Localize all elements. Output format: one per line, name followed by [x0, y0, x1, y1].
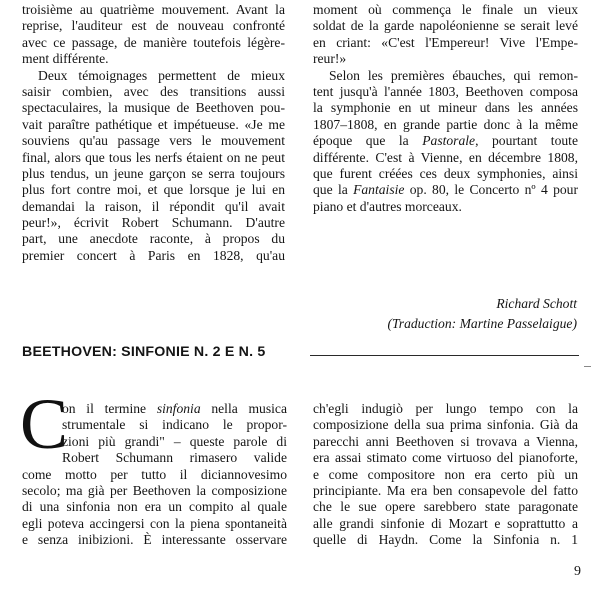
text-line: la symphonie en ut mineur dans les années	[313, 100, 578, 116]
text-line: egli poteva accingersi con la piena spontaneità	[22, 515, 287, 531]
text-line: demandai la raison, il répondit qu'il avait	[22, 198, 285, 214]
text-line: strumentale si indicano le propor-	[62, 417, 287, 433]
text-line: premier concert à Paris en 1828, qu'au	[22, 247, 285, 263]
italian-text-left-column	[22, 401, 287, 549]
italian-text-right-column	[313, 401, 578, 549]
text-line: e come compositore non era certo più un	[313, 466, 578, 482]
text-line: ment différente.	[22, 51, 109, 67]
text-line: e senza inibizioni. È interessante osservare	[22, 532, 287, 548]
text-line: quelle di Haydn. Come la Sinfonia n. 1	[313, 532, 578, 548]
text-line	[313, 133, 578, 149]
text-line: que furent créées ces deux symphonies, ainsi	[313, 165, 578, 181]
signature-author: Richard Schott	[496, 296, 577, 311]
french-text-left-column	[22, 2, 285, 264]
text-line: plus tendus, un jeune garçon se serra toujours	[22, 165, 285, 181]
text-line: part, une anecdote raconte, à propos du	[22, 231, 285, 247]
text-run: époque que la	[313, 133, 423, 149]
text-run: on il termine	[62, 401, 157, 416]
drop-cap: C	[20, 384, 69, 464]
text-run: que la	[313, 182, 354, 198]
text-line: ch'egli indugiò per lungo tempo con la	[313, 401, 578, 416]
section-title: BEETHOVEN: SINFONIE N. 2 E N. 5	[22, 344, 266, 360]
margin-mark	[584, 366, 591, 367]
text-run: , pourtant toute	[475, 133, 578, 149]
text-line: che le sue opere sarebbero state paragonate	[313, 499, 578, 515]
text-line: souviens qu'au passage vers le mouvement	[22, 133, 285, 149]
text-line: différente. C'est à Vienne, en décembre 1808,	[313, 149, 578, 165]
french-text-right-column	[313, 2, 578, 215]
text-line: principiante. Ma era ben consapevole del fatto	[313, 482, 578, 498]
text-line: saisir combien, avec des transitions aussi	[22, 83, 285, 99]
italic-title: Pastorale	[422, 133, 476, 149]
text-line: soldat de la garde napoléonienne se serait levé	[313, 18, 578, 34]
text-run: op. 80, le Concerto nº 4 pour	[404, 182, 578, 198]
text-line: zioni più grandi" – queste parole di	[62, 433, 287, 449]
text-line: vait paraître pathétique et impétueuse. «Je me	[22, 116, 285, 132]
text-line: reur!»	[313, 51, 347, 67]
text-line: secolo; ma già per Beethoven la composizione	[22, 482, 287, 498]
text-line: di una sinfonia non era un compito al quale	[22, 499, 287, 515]
text-run: nella musica	[200, 401, 287, 416]
text-line: piano et d'autres morceaux.	[313, 198, 462, 214]
page-number: 9	[574, 564, 581, 579]
text-line: 1807–1808, en grande partie donc à la même	[313, 116, 578, 132]
text-line: composizione della sua prima sinfonia. Già da	[313, 417, 578, 433]
text-line: Selon les premières ébauches, qui remon-	[329, 67, 578, 83]
signature-translation: (Traduction: Martine Passelaigue)	[387, 316, 577, 331]
text-line: en criant: «C'est l'Empereur! Vive l'Empe-	[313, 34, 578, 50]
text-line	[22, 401, 287, 417]
text-line: final, alors que tous les nerfs étaient on ne peut	[22, 149, 285, 165]
text-line: peur!», écrivit Robert Schumann. D'autre	[22, 215, 285, 231]
italic-title: Fantaisie	[353, 182, 405, 198]
text-line: come motto per tutto il diciannovesimo	[22, 466, 287, 482]
text-line: moment où commença le finale un vieux	[313, 2, 578, 17]
text-line: reprise, l'auditeur est de nouveau confronté	[22, 18, 285, 34]
text-line: parecchi anni Beethoven si trovava a Vienna,	[313, 433, 578, 449]
text-line	[313, 182, 578, 198]
text-line: Robert Schumann rimasero valide	[62, 450, 287, 466]
text-line: plus fort contre moi, et que lorsque je lui en	[22, 182, 285, 198]
text-line: avec ce passage, de manière toutefois légère-	[22, 34, 285, 50]
text-line: Deux témoignages permettent de mieux	[38, 67, 285, 83]
text-line: spectaculaires, la musique de Beethoven pou-	[22, 100, 285, 116]
text-line: alle grandi sinfonie di Mozart e soprattutto a	[313, 515, 578, 531]
text-line: tent jusqu'à l'année 1803, Beethoven composa	[313, 83, 578, 99]
section-divider	[310, 355, 579, 356]
text-line: era assai stimato come virtuoso del pianoforte,	[313, 450, 578, 466]
text-line: troisième au quatrième mouvement. Avant la	[22, 2, 285, 17]
italic-term: sinfonia	[156, 401, 201, 416]
